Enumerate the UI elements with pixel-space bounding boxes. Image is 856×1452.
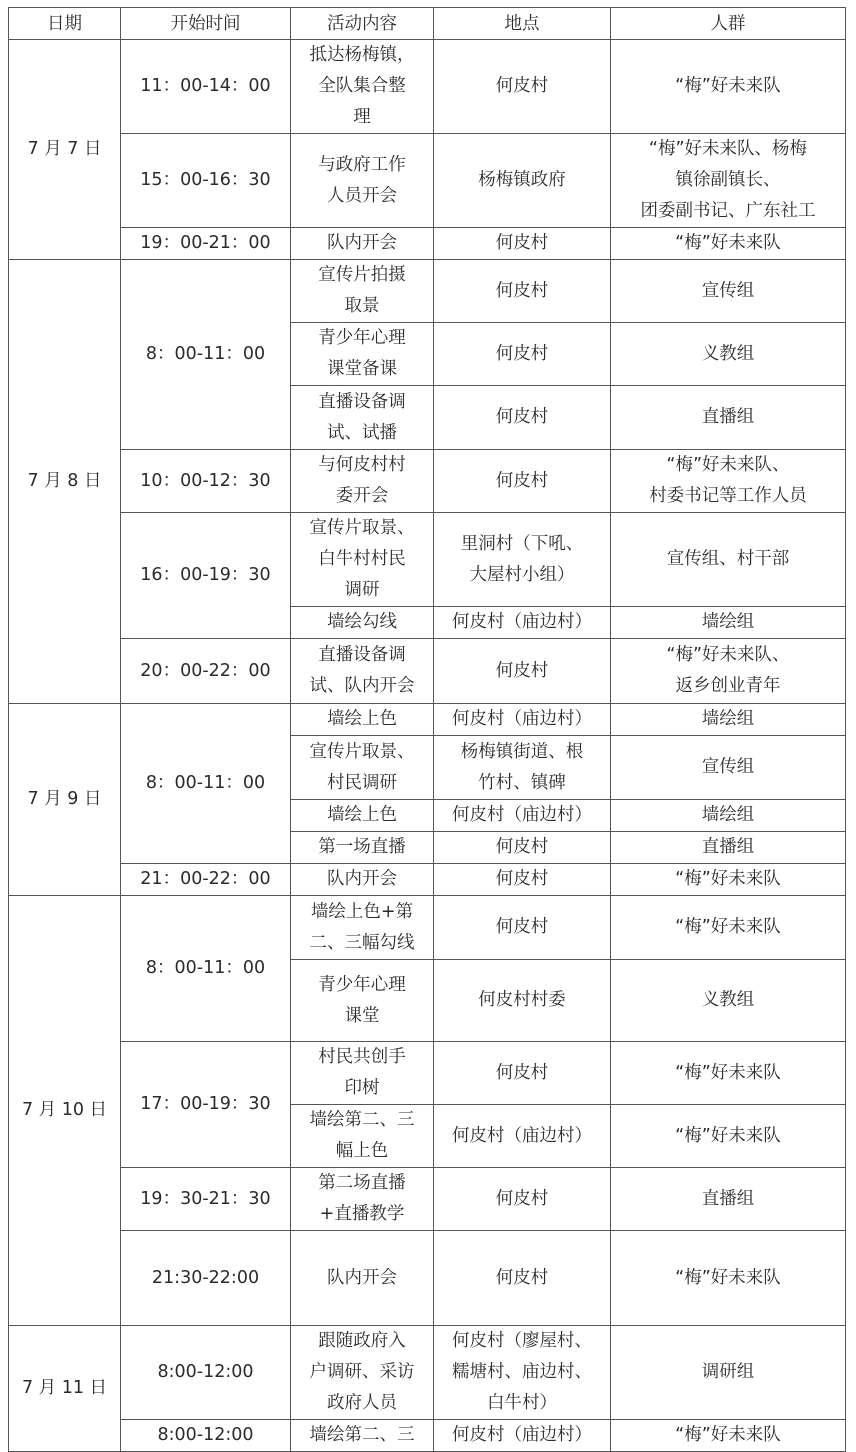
time-cell: 19：30-21：30 <box>121 1168 291 1231</box>
table-row <box>9 1168 846 1231</box>
activity-cell: 村民共创手 印树 <box>291 1042 434 1105</box>
location-cell: 何皮村（庙边村） <box>434 1105 611 1168</box>
time-cell: 21：00-22：00 <box>121 864 291 896</box>
time-cell: 8：00-11：00 <box>121 704 291 864</box>
date-cell: 7 月 11 日 <box>9 1326 121 1452</box>
activity-cell: 青少年心理 课堂 <box>291 960 434 1042</box>
date-cell: 7 月 9 日 <box>9 704 121 896</box>
people-cell: 宣传组 <box>611 736 846 800</box>
location-cell: 里洞村（下吼、 大屋村小组） <box>434 513 611 607</box>
location-cell: 何皮村 <box>434 864 611 896</box>
people-cell: 宣传组、村干部 <box>611 513 846 607</box>
activity-cell: 直播设备调 试、队内开会 <box>291 639 434 704</box>
people-cell: “梅”好未来队 <box>611 228 846 260</box>
location-cell: 何皮村 <box>434 832 611 864</box>
people-cell: “梅”好未来队、 返乡创业青年 <box>611 639 846 704</box>
location-cell: 杨梅镇政府 <box>434 134 611 228</box>
activity-cell: 宣传片拍摄 取景 <box>291 260 434 323</box>
location-cell: 何皮村 <box>434 228 611 260</box>
people-cell: 义教组 <box>611 960 846 1042</box>
activity-cell: 第二场直播 +直播教学 <box>291 1168 434 1231</box>
activity-cell: 直播设备调 试、试播 <box>291 386 434 450</box>
activity-cell: 墙绘上色 <box>291 704 434 736</box>
table-row <box>9 134 846 228</box>
location-cell: 何皮村 <box>434 323 611 386</box>
header-row <box>9 8 846 40</box>
table-row <box>9 228 846 260</box>
activity-cell: 青少年心理 课堂备课 <box>291 323 434 386</box>
people-cell: “梅”好未来队 <box>611 40 846 134</box>
location-cell: 何皮村（庙边村） <box>434 704 611 736</box>
activity-cell: 墙绘勾线 <box>291 607 434 639</box>
location-cell: 何皮村 <box>434 1168 611 1231</box>
activity-cell: 墙绘第二、三 <box>291 1420 434 1452</box>
time-cell: 20：00-22：00 <box>121 639 291 704</box>
people-cell: “梅”好未来队 <box>611 1420 846 1452</box>
time-cell: 16：00-19：30 <box>121 513 291 639</box>
table-row <box>9 513 846 607</box>
table-row <box>9 1420 846 1452</box>
location-cell: 何皮村 <box>434 260 611 323</box>
activity-cell: 队内开会 <box>291 1231 434 1326</box>
location-cell: 何皮村村委 <box>434 960 611 1042</box>
people-cell: “梅”好未来队、 村委书记等工作人员 <box>611 450 846 513</box>
activity-cell: 与政府工作 人员开会 <box>291 134 434 228</box>
header-people: 人群 <box>611 8 846 40</box>
time-cell: 8:00-12:00 <box>121 1326 291 1420</box>
people-cell: 直播组 <box>611 832 846 864</box>
activity-cell: 宣传片取景、 村民调研 <box>291 736 434 800</box>
time-cell: 8：00-11：00 <box>121 896 291 1042</box>
location-cell: 杨梅镇街道、根 竹村、镇碑 <box>434 736 611 800</box>
people-cell: “梅”好未来队 <box>611 896 846 960</box>
date-cell: 7 月 8 日 <box>9 260 121 704</box>
time-cell: 15：00-16：30 <box>121 134 291 228</box>
location-cell: 何皮村 <box>434 896 611 960</box>
table-row <box>9 40 846 134</box>
table-row <box>9 260 846 323</box>
date-cell: 7 月 7 日 <box>9 40 121 260</box>
activity-cell: 宣传片取景、 白牛村村民 调研 <box>291 513 434 607</box>
time-cell: 19：00-21：00 <box>121 228 291 260</box>
table-row <box>9 1326 846 1420</box>
people-cell: “梅”好未来队 <box>611 864 846 896</box>
activity-cell: 墙绘上色+第 二、三幅勾线 <box>291 896 434 960</box>
table-row <box>9 704 846 736</box>
location-cell: 何皮村（庙边村） <box>434 1420 611 1452</box>
activity-cell: 队内开会 <box>291 228 434 260</box>
location-cell: 何皮村 <box>434 1231 611 1326</box>
activity-cell: 墙绘第二、三 幅上色 <box>291 1105 434 1168</box>
location-cell: 何皮村（廖屋村、 糯塘村、庙边村、 白牛村） <box>434 1326 611 1420</box>
people-cell: 墙绘组 <box>611 607 846 639</box>
time-cell: 11：00-14：00 <box>121 40 291 134</box>
header-date: 日期 <box>9 8 121 40</box>
table-row <box>9 1042 846 1105</box>
activity-cell: 与何皮村村 委开会 <box>291 450 434 513</box>
location-cell: 何皮村 <box>434 639 611 704</box>
table-row <box>9 450 846 513</box>
table-row <box>9 639 846 704</box>
people-cell: “梅”好未来队、杨梅 镇徐副镇长、 团委副书记、广东社工 <box>611 134 846 228</box>
activity-cell: 墙绘上色 <box>291 800 434 832</box>
schedule-table <box>8 7 846 1452</box>
schedule-body <box>9 40 846 1452</box>
activity-cell: 第一场直播 <box>291 832 434 864</box>
people-cell: 宣传组 <box>611 260 846 323</box>
table-row <box>9 864 846 896</box>
date-cell: 7 月 10 日 <box>9 896 121 1326</box>
time-cell: 8：00-11：00 <box>121 260 291 450</box>
table-row <box>9 1231 846 1326</box>
header-location: 地点 <box>434 8 611 40</box>
time-cell: 8:00-12:00 <box>121 1420 291 1452</box>
table-row <box>9 896 846 960</box>
people-cell: “梅”好未来队 <box>611 1231 846 1326</box>
people-cell: 义教组 <box>611 323 846 386</box>
header-activity: 活动内容 <box>291 8 434 40</box>
location-cell: 何皮村（庙边村） <box>434 607 611 639</box>
location-cell: 何皮村 <box>434 386 611 450</box>
time-cell: 10：00-12：30 <box>121 450 291 513</box>
people-cell: 直播组 <box>611 1168 846 1231</box>
header-start-time: 开始时间 <box>121 8 291 40</box>
time-cell: 17：00-19：30 <box>121 1042 291 1168</box>
people-cell: 调研组 <box>611 1326 846 1420</box>
people-cell: 墙绘组 <box>611 704 846 736</box>
people-cell: 直播组 <box>611 386 846 450</box>
people-cell: “梅”好未来队 <box>611 1105 846 1168</box>
activity-cell: 队内开会 <box>291 864 434 896</box>
location-cell: 何皮村（庙边村） <box>434 800 611 832</box>
location-cell: 何皮村 <box>434 40 611 134</box>
people-cell: 墙绘组 <box>611 800 846 832</box>
activity-cell: 抵达杨梅镇， 全队集合整 理 <box>291 40 434 134</box>
time-cell: 21:30-22:00 <box>121 1231 291 1326</box>
people-cell: “梅”好未来队 <box>611 1042 846 1105</box>
location-cell: 何皮村 <box>434 1042 611 1105</box>
activity-cell: 跟随政府入 户调研、采访 政府人员 <box>291 1326 434 1420</box>
location-cell: 何皮村 <box>434 450 611 513</box>
